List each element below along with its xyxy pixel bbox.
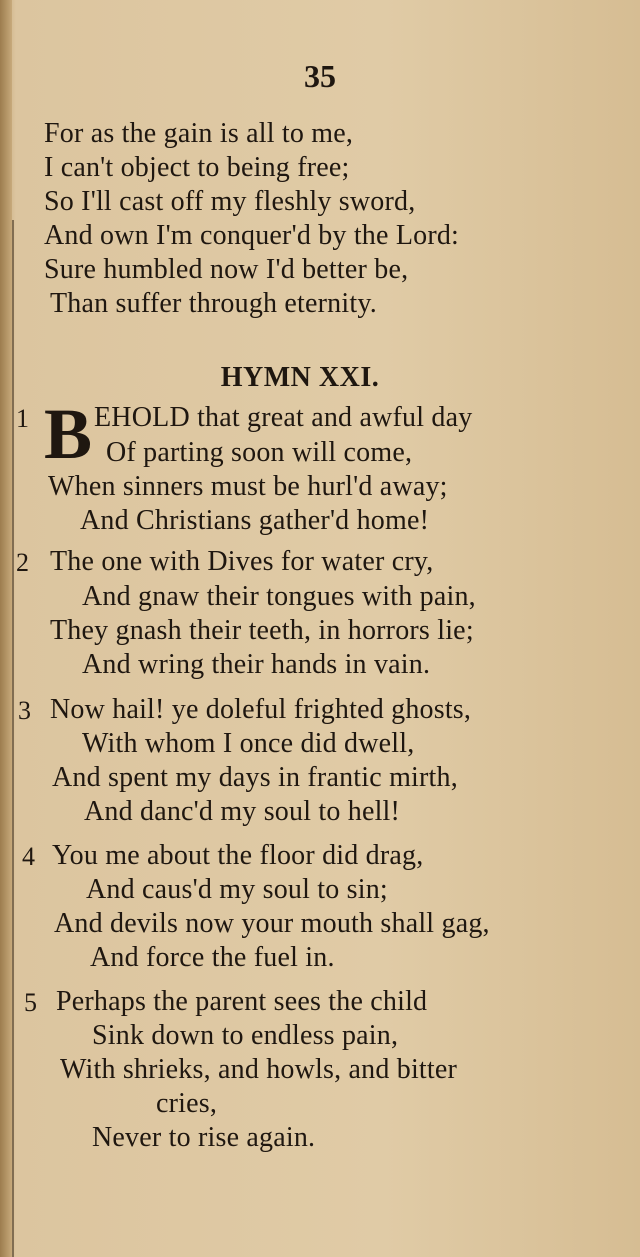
- verse-line: And spent my days in frantic mirth,: [52, 762, 458, 793]
- hymn-title: HYMN XXI.: [220, 362, 380, 393]
- intro-line: Sure humbled now I'd better be,: [44, 254, 409, 285]
- verse-line: With shrieks, and howls, and bitter: [60, 1054, 458, 1085]
- intro-line: I can't object to being free;: [44, 152, 350, 183]
- intro-line: Than suffer through eternity.: [50, 288, 377, 319]
- verse-line: And caus'd my soul to sin;: [86, 874, 388, 905]
- first-line-rest: that great and awful day: [189, 402, 473, 433]
- verse-line: With whom I once did dwell,: [82, 728, 415, 759]
- verse-line: The one with Dives for water cry,: [50, 546, 434, 577]
- verse-line: And Christians gather'd home!: [80, 505, 430, 536]
- verse-number: 2: [16, 548, 29, 577]
- verse-line: Perhaps the parent sees the child: [56, 986, 428, 1017]
- verse-line: Now hail! ye doleful frighted ghosts,: [50, 694, 472, 725]
- verse-line: [94, 402, 472, 434]
- drop-cap: B: [44, 394, 93, 474]
- page-number: 35: [304, 58, 336, 94]
- verse-line: And devils now your mouth shall gag,: [54, 908, 490, 939]
- verse-line: Of parting soon will come,: [106, 437, 413, 468]
- verse-number: 5: [24, 988, 37, 1017]
- verse-number: 3: [18, 696, 31, 725]
- verse-line: You me about the floor did drag,: [52, 840, 424, 871]
- verse-line: Never to rise again.: [92, 1122, 316, 1153]
- verse-line: And wring their hands in vain.: [82, 649, 431, 680]
- verse-number: 1: [16, 404, 29, 433]
- intro-line: For as the gain is all to me,: [44, 118, 354, 149]
- verse-line: cries,: [156, 1088, 218, 1119]
- verse-line: They gnash their teeth, in horrors lie;: [50, 615, 474, 646]
- first-word: EHOLD: [94, 402, 190, 433]
- page-gutter: [0, 0, 12, 1257]
- verse-line: Sink down to endless pain,: [92, 1020, 399, 1051]
- verse-line: When sinners must be hurl'd away;: [48, 471, 448, 502]
- verse-line: And gnaw their tongues with pain,: [82, 581, 476, 612]
- intro-line: And own I'm conquer'd by the Lord:: [44, 220, 460, 251]
- verse-line: And danc'd my soul to hell!: [84, 796, 401, 827]
- verse-line: And force the fuel in.: [90, 942, 335, 973]
- intro-line: So I'll cast off my fleshly sword,: [44, 186, 416, 217]
- verse-number: 4: [22, 842, 35, 871]
